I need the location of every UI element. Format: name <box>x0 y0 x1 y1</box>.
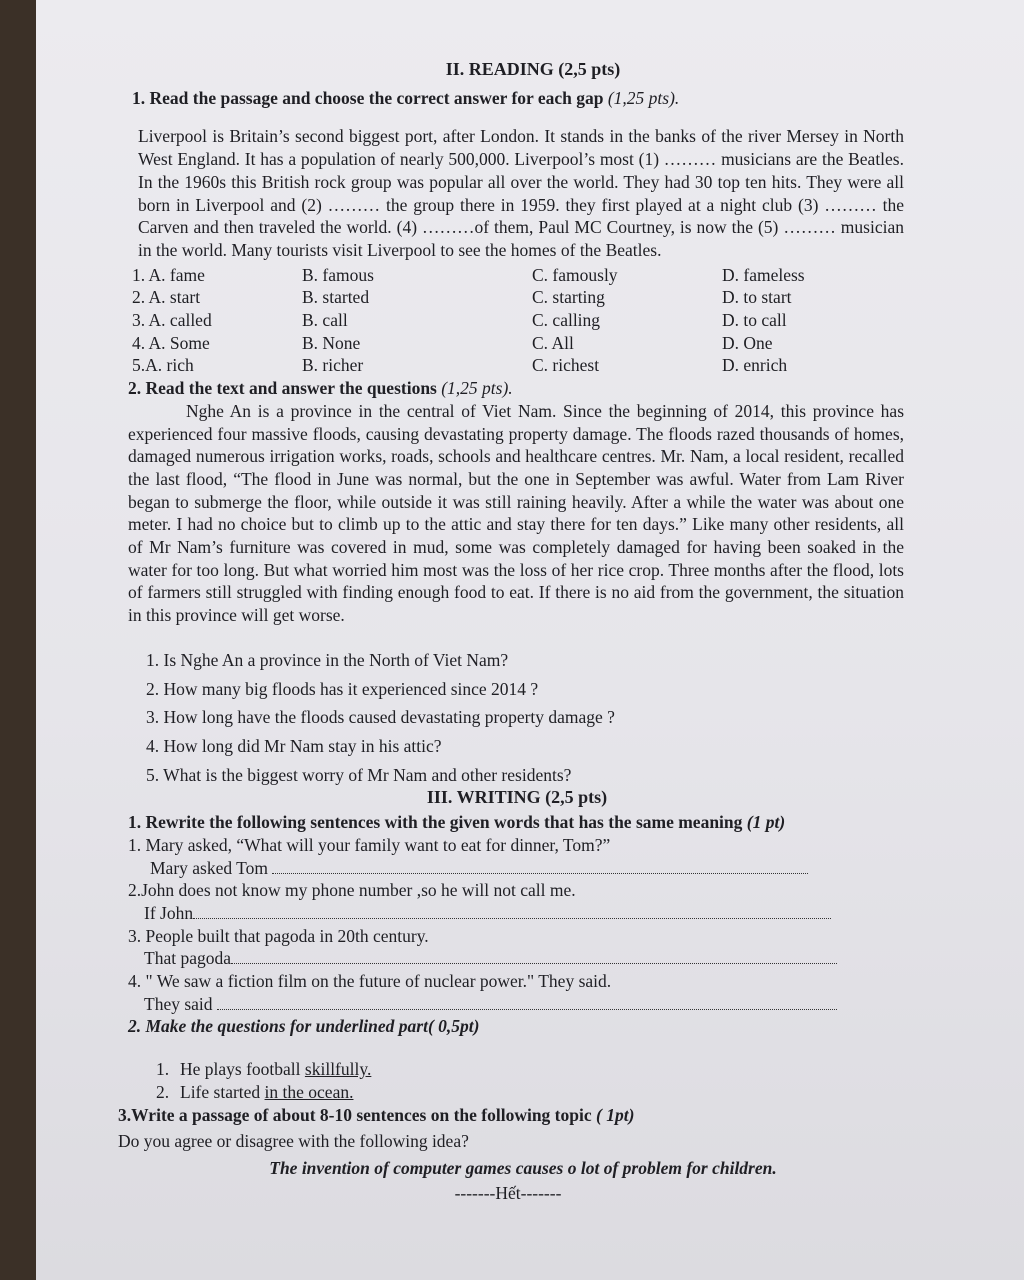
task2-points: (1,25 pts). <box>441 378 513 399</box>
rewrite-answer-line <box>128 947 918 970</box>
rewrite-answer-line <box>128 857 918 880</box>
reading-heading: II. READING (2,5 pts) <box>445 59 621 79</box>
option-a: 1. A. fame <box>132 264 205 285</box>
option-d: D. One <box>722 332 773 353</box>
underlined-item <box>156 1058 918 1081</box>
options-list <box>132 264 918 378</box>
rewrite-start: They said <box>144 993 213 1014</box>
reading-task2-title <box>128 377 918 400</box>
option-a: 5.A. rich <box>132 355 194 376</box>
option-row <box>132 264 918 287</box>
option-a: 4. A. Some <box>132 332 210 353</box>
option-row <box>132 332 918 355</box>
option-d: D. to call <box>722 310 787 331</box>
writing-heading: III. WRITING (2,5 pts) <box>426 787 608 808</box>
answer-dotted-line[interactable] <box>231 949 837 964</box>
sentence-text: Life started <box>180 1081 265 1102</box>
reading-questions <box>128 649 918 787</box>
option-b: B. famous <box>302 264 374 285</box>
end-mark: -------Hết------- <box>454 1182 562 1203</box>
option-b: B. started <box>302 287 370 308</box>
nghe-an-passage: Nghe An is a province in the central of Viet Nam. Since the beginning of 2014, this province has experienced four massive floods, causing devastating property damage. The floods razed thousands of homes, damaged numerous irrigation works, roads, schools and healthcare centres. Mr. Nam, a local resident, recalled the last flood, “The flood in June was normal, but the one in September was awful. Water from Lam River began to submerge the floor, while outside it was still raining heavily. After a while the water was about one meter. I had no choice but to climb up to the attic and stay there for ten days.” Like many other residents, all of Mr Nam’s furniture was covered in mud, some was completely damaged for having been soaked in the water for too long. But what worried him most was the loss of her rice crop. Three months after the flood, lots of farmers still struggled with finding enough food to eat. If there is no aid from the government, the situation in this province will get worse. <box>128 400 904 626</box>
question-item: 1. Is Nghe An a province in the North of Viet Nam? <box>146 649 509 670</box>
option-c: C. All <box>532 332 574 353</box>
task1-points: (1,25 pts). <box>607 87 680 108</box>
rewrite-answer-line <box>128 993 918 1016</box>
writing-task3-title <box>118 1104 918 1127</box>
option-c: C. calling <box>532 310 601 331</box>
task1-title-text: 1. Read the passage and choose the correct answer for each gap <box>132 87 604 108</box>
option-row <box>132 286 918 309</box>
answer-dotted-line[interactable] <box>272 859 808 874</box>
rewrite-start: Mary asked Tom <box>150 857 269 878</box>
sentence-text: He plays football <box>180 1059 305 1080</box>
writing-task2-title: 2. Make the questions for underlined part( 0,5pt) <box>128 1016 480 1037</box>
liverpool-passage: Liverpool is Britain’s second biggest port, after London. It stands in the banks of the river Mersey in North West England. It has a population of nearly 500,000. Liverpool’s most (1) ……… musicians are the Beatles. In the 1960s this British rock group was popular all over the world. They had 30 top ten hits. They were all born in Liverpool and (2) ……… the group there in 1959. they first played at a night club (3) ……… the Carven and then traveled the world. (4) ………of them, Paul MC Courtney, is now the (5) ……… musician in the world. Many tourists visit Liverpool to see the homes of the Beatles. <box>138 126 904 260</box>
option-row <box>132 354 918 377</box>
rewrite-question: 3. People built that pagoda in 20th century. <box>128 925 429 946</box>
option-d: D. fameless <box>722 264 805 285</box>
reading-task1-title <box>132 87 918 110</box>
task3-question: Do you agree or disagree with the following idea? <box>118 1131 469 1152</box>
question-item: 5. What is the biggest worry of Mr Nam and other residents? <box>146 764 572 785</box>
rewrite-question: 4. " We saw a fiction film on the future of nuclear power." They said. <box>128 971 612 992</box>
underlined-item <box>156 1081 918 1104</box>
option-b: B. call <box>302 310 348 331</box>
writing-task1-title-text: 1. Rewrite the following sentences with the given words that has the same meaning <box>128 812 743 833</box>
rewrite-question: 1. Mary asked, “What will your family want to eat for dinner, Tom?” <box>128 834 611 855</box>
underlined-part: skillfully. <box>304 1059 372 1080</box>
option-d: D. to start <box>722 287 792 308</box>
essay-topic: The invention of computer games causes o lot of problem for children. <box>269 1157 777 1178</box>
rewrite-answer-line <box>128 902 918 925</box>
rewrite-list <box>128 834 918 1016</box>
writing-task1-title <box>128 811 918 834</box>
option-a: 2. A. start <box>132 287 201 308</box>
option-a: 3. A. called <box>132 310 212 331</box>
rewrite-start: If John <box>144 902 194 923</box>
writing-task1-points: (1 pt) <box>746 812 786 833</box>
option-c: C. starting <box>532 287 605 308</box>
question-item: 4. How long did Mr Nam stay in his attic? <box>146 735 442 756</box>
option-row <box>132 309 918 332</box>
writing-task3-title-text: 3.Write a passage of about 8-10 sentences on the following topic <box>118 1104 592 1125</box>
option-c: C. richest <box>532 355 600 376</box>
writing-task3-points: ( 1pt) <box>596 1104 635 1125</box>
exam-paper <box>36 0 1024 1280</box>
question-item: 3. How long have the floods caused devastating property damage ? <box>146 707 615 728</box>
rewrite-question: 2.John does not know my phone number ,so he will not call me. <box>128 880 576 901</box>
option-b: B. None <box>302 332 361 353</box>
answer-dotted-line[interactable] <box>193 904 831 919</box>
task2-title-text: 2. Read the text and answer the questions <box>128 378 437 399</box>
option-c: C. famously <box>532 264 618 285</box>
option-b: B. richer <box>302 355 364 376</box>
item-number: 1. <box>156 1059 170 1080</box>
exam-content <box>118 58 918 1204</box>
answer-dotted-line[interactable] <box>217 995 837 1010</box>
rewrite-start: That pagoda <box>144 948 231 969</box>
item-number: 2. <box>156 1081 170 1102</box>
underlined-list <box>156 1058 918 1103</box>
underlined-part: in the ocean. <box>264 1081 354 1102</box>
option-d: D. enrich <box>722 355 788 376</box>
question-item: 2. How many big floods has it experienced since 2014 ? <box>146 678 539 699</box>
